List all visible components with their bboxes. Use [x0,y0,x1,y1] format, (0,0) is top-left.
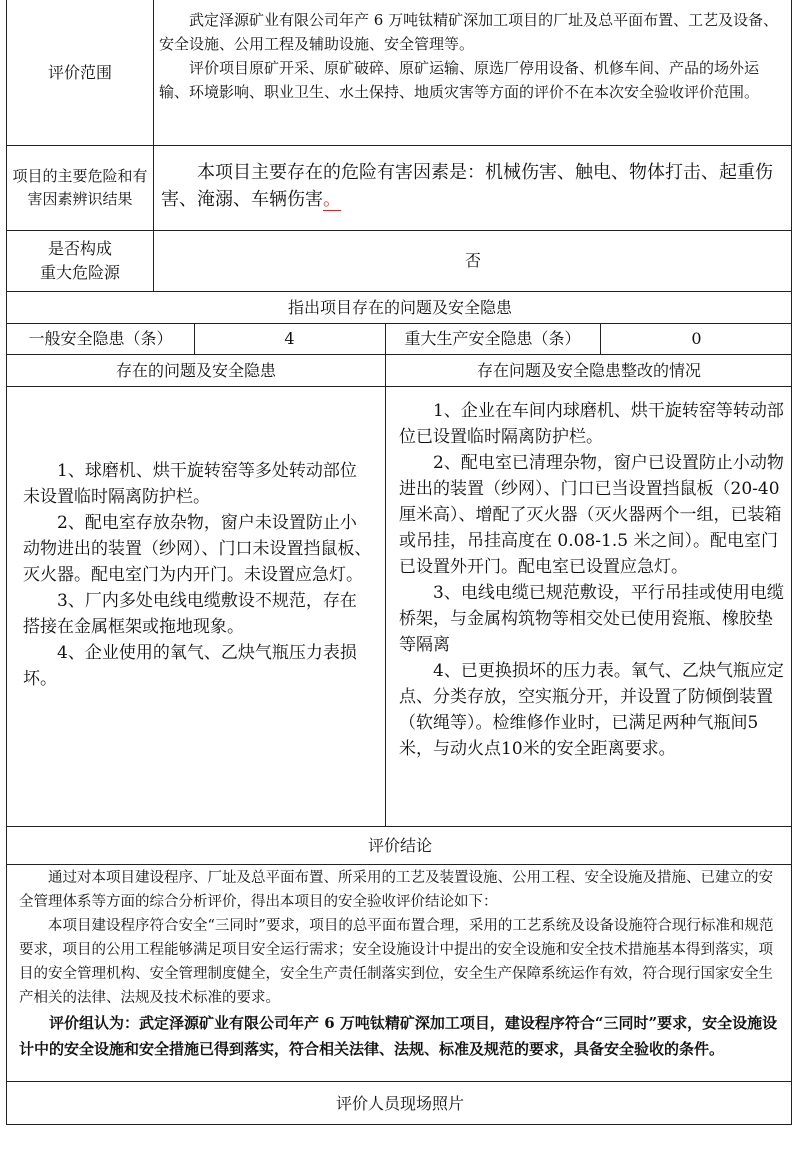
problems-column-header: 存在的问题及安全隐患 [115,360,276,380]
rectification-item: 4、已更换损坏的压力表。氧气、乙炔气瓶应定点、分类存放，空实瓶分开，并设置了防倾倒装置（软绳等）。检维修作业时，已满足两种气瓶间5米，与动火点10米的安全距离要求。 [399,661,784,759]
scope-paragraph: 评价项目原矿开采、原矿破碎、原矿运输、原选厂停用设备、机修车间、产品的场外运输、环境影响、职业卫生、水土保持、地质灾害等方面的评价不在本次安全验收评价范围。 [159,59,760,101]
rectification-item: 3、电线电缆已规范敷设，平行吊挂或使用电缆桥架，与金属构筑物等相交处已使用瓷瓶、橡胶垫等隔离 [399,583,784,655]
hazards-end-mark: 。 [323,189,341,210]
rectification-item: 1、企业在车间内球磨机、烘干旋转窑等转动部位已设置临时隔离防护栏。 [399,401,784,447]
issues-header: 指出项目存在的问题及安全隐患 [287,297,512,317]
col-divider [385,323,386,826]
conclusion-body [19,866,785,1062]
scope-label: 评价范围 [47,63,112,82]
major-hazard-label-line: 重大危险源 [39,262,120,282]
general-hazard-count-label: 一般安全隐患（条） [28,329,173,348]
general-hazard-count-value: 4 [284,329,295,348]
problems-list [23,458,373,692]
row-divider [7,386,791,387]
conclusion-paragraph: 通过对本项目建设程序、厂址及总平面布置、所采用的工艺及装置设施、公用工程、安全设施及措施、已建立的安全管理体系等方面的综合分析评价，得出本项目的安全验收评价结论如下： [19,870,773,910]
problem-item: 2、配电室存放杂物，窗户未设置防止小动物进出的装置（纱网）、门口未设置挡鼠板、灭火器。配电室门为内开门。未设置应急灯。 [23,513,372,585]
rectification-item: 2、配电室已清理杂物，窗户已设置防止小动物进出的装置（纱网）、门口已当设置挡鼠板（20-40 厘米高）、增配了灭火器（灭火器两个一组，已装箱或吊挂，吊挂高度在 0.08-1.5 米之间）。配电室门已设置外开门。配电室已设置应急灯。 [399,453,784,577]
hazards-text: 本项目主要存在的危险有害因素是：机械伤害、触电、物体打击、起重伤害、淹溺、车辆伤害 [161,162,773,210]
problem-item: 4、企业使用的氧气、乙炔气瓶压力表损坏。 [23,643,357,689]
conclusion-paragraph: 本项目建设程序符合安全“三同时”要求，项目的总平面布置合理，采用的工艺系统及设备设施符合现行标准和规范要求，项目的公用工程能够满足项目安全运行需求；安全设施设计中提出的安全设施和安全技术措施基本得到落实，项目的安全管理机构、安全管理制度健全，安全生产责任制落实到位，安全生产保障系统运作有效，符合现行国家安全生产相关的法律、法规及技术标准的要求。 [19,918,774,1006]
major-hazard-label-line: 是否构成 [47,238,112,258]
hazards-label: 项目的主要危险和有害因素辨识结果 [12,166,148,208]
rectifications-list [399,398,785,762]
problem-item: 1、球磨机、烘干旋转窑等多处转动部位未设置临时隔离防护栏。 [23,461,357,507]
major-hazard-label [7,230,153,291]
row-divider [7,864,791,865]
scope-content [159,8,787,104]
conclusion-verdict: 评价组认为：武定泽源矿业有限公司年产 6 万吨钛精矿深加工项目，建设程序符合“三同时”要求，安全设施设计中的安全设施和安全措施已得到落实，符合相关法律、法规、标准及规范的要求，具备安全验收的条件。 [19,1014,778,1058]
major-hazard-count-label: 重大生产安全隐患（条） [404,329,581,348]
problem-item: 3、厂内多处电线电缆敷设不规范，存在搭接在金属框架或拖地现象。 [23,591,357,637]
hazards-content [161,159,785,213]
rectifications-column-header: 存在问题及安全隐患整改的情况 [476,360,701,380]
evaluation-table [6,0,792,1125]
major-hazard-value: 否 [464,251,481,270]
major-hazard-count-value: 0 [691,329,702,348]
scope-paragraph: 武定泽源矿业有限公司年产 6 万吨钛精矿深加工项目的厂址及总平面布置、工艺及设备、安全设施、公用工程及辅助设施、安全管理等。 [159,11,779,53]
photos-header: 评价人员现场照片 [335,1093,464,1113]
conclusion-header: 评价结论 [367,835,432,855]
